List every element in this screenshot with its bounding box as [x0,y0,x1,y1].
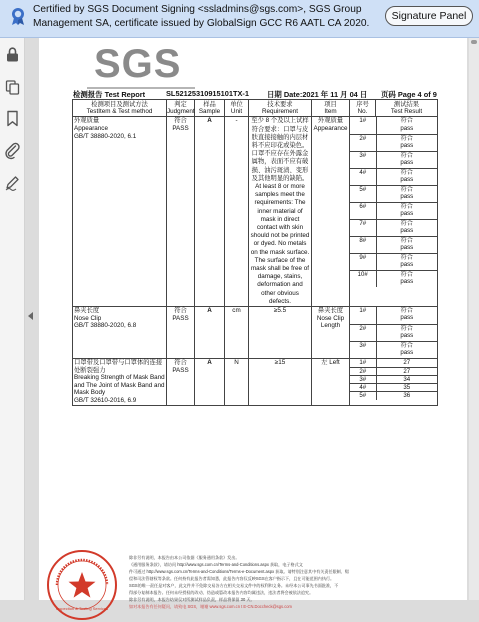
sample-cell: A [195,359,225,406]
results-cell [350,359,438,406]
col-header-test-result: 测试结果 Test Result [376,100,438,117]
requirement-cell: ≥15 [249,359,312,406]
results-cell [350,117,438,307]
footnote-line: 得部分复制本报告。任何未经授权的改动、伪造或篡改本报告内容均属违法，违法者将会被依法追究。 [129,590,314,595]
col-header-sample: 样品 Sample [195,100,225,117]
left-toolbar [0,38,25,600]
copy-pages-icon[interactable] [4,79,21,96]
lock-icon[interactable] [4,46,21,63]
footnote-line: SGS的唯一责任是对客户，此文件并不免除交易各方在相关交易文件中的权利和义务。未经本公司事先书面批准，不 [129,583,339,588]
result-row: 4# 35 [350,383,437,391]
judgment-cell: 符合 PASS [167,359,195,406]
test-item-cell: 口罩带及口罩带与口罩体的连接处断裂强力 Breaking Strength of Mask Band and The Joint of Mask Band and Mask Body GB/T 32610-2016, 6.9 [74,359,165,405]
item-cell: 鼻夹长度 Nose Clip Length [312,307,350,359]
unit-cell: - [225,117,249,307]
footnote-line: 件可通过 http://www.sgs.com.cn/Terms-and-Conditions/Terms-e-Document.aspx 获取。请特别注意其中有关责任限制、赔 [129,569,349,574]
result-row: 2# 符合 pass [350,324,437,341]
result-row: 8# 符合 pass [350,236,437,253]
footnote-line: 《通用服务条款》，请访问 http://www.sgs.com.cn/Terms-and-Conditions.aspx 获取，电子格式文 [129,562,303,567]
result-row: 3# 34 [350,375,437,383]
test-item-cell: 外观质量 Appearance GB/T 38880-2020, 6.1 [73,117,167,307]
result-row: 10# 符合 pass [350,270,437,287]
pdf-page [39,38,467,611]
col-header-unit: 单位 Unit [225,100,249,117]
banner-line-2: Management SA, certificate issued by GlobalSign GCC R6 AATL CA 2020. [33,18,370,29]
col-header-no: 序号 No. [350,100,376,117]
sgs-logo: SGS [94,42,182,86]
col-header-judgment: 判定 Judgment [167,101,195,116]
footnote-line: 偿和司法管辖权等条款。任何持有此报告者需知悉，此报告内容仅反映SGS在客户指示下，且在可能范围内执行。 [129,576,335,581]
bookmark-icon[interactable] [4,110,21,127]
inspection-seal-stamp [45,548,119,622]
signature-pen-icon[interactable] [4,174,21,191]
item-cell: 左 Left [312,359,350,406]
table-row [73,117,438,307]
judgment-cell: 符合 PASS [167,307,195,359]
result-row: 7# 符合 pass [350,219,437,236]
table-row [73,307,438,359]
result-row: 6# 符合 pass [350,202,437,219]
footnote-line: 除非另有说明，本报告结果仅对所测试样品负责，样品将保留 30 天。 [129,597,255,602]
table-row [73,359,438,406]
results-cell [350,307,438,359]
result-row: 5# 符合 pass [350,185,437,202]
test-report-label: 检测报告 Test Report [73,90,146,99]
result-row: 3# 符合 pass [350,341,437,358]
requirement-cell: 至少 8 个及以上试样符合要求：口罩与皮肤直接接触的内层材料不应印花或染色。口罩不应存在外露金属物，表面不应有破损、油污斑渍、变形及其他明显的缺陷。 At least 8 or more samples meet the requirements: The inner material of mask in direct contact with skin should not be printed or dyed. No metals on the mask surface. The surface of the mask shall be free of damage, stains, deformation and other obvious defects. [249,117,312,307]
sample-cell: A [195,117,225,307]
table-header-row [73,100,438,117]
banner-line-1: Certified by SGS Document Signing <ssladmins@sgs.com>, SGS Group [33,4,362,15]
requirement-cell: ≥5.5 [249,307,312,359]
report-date: 日期 Date:2021 年 11 月 04 日 [267,90,368,99]
result-row: 9# 符合 pass [350,253,437,270]
test-item-cell: 鼻夹长度 Nose Clip GB/T 38880-2020, 6.8 [73,307,167,359]
judgment-cell: 符合 PASS [167,117,195,307]
test-results-table [72,99,438,406]
seal-text: Inspection & Testing Services [55,606,109,611]
footnote-line: 除非另有说明，本报告由本公司依据《服务通用条款》发出。 [129,555,240,560]
result-row: 1# 27 [350,359,437,367]
col-header-test-item: 检测项目及测试方法 TestItem & Test method [73,100,167,117]
result-row: 1# 符合 pass [350,307,437,324]
certified-ribbon-icon [8,6,28,26]
results-subtable [350,117,437,287]
scrollbar-thumb[interactable] [471,40,477,44]
result-row: 3# 符合 pass [350,151,437,168]
vertical-scrollbar[interactable] [469,38,479,600]
col-header-requirement: 技术要求 Requirement [249,100,312,117]
sample-cell: A [195,307,225,359]
result-row: 4# 符合 pass [350,168,437,185]
result-row: 5# 36 [350,392,437,400]
unit-cell: cm [225,307,249,359]
result-row: 1# 符合 pass [350,117,437,134]
attachment-icon[interactable] [4,142,21,159]
signature-certification-text [33,3,373,31]
result-row: 2# 27 [350,367,437,375]
signature-panel-button[interactable]: Signature Panel [385,6,473,26]
col-header-item: 项目 Item [312,100,350,117]
results-subtable [350,307,437,358]
unit-cell: N [225,359,249,406]
item-cell: 外观质量 Appearance [312,117,350,307]
report-number: SL52125310915101TX-1 [166,89,250,98]
footnote-line: 如对本报告有任何疑问，请致电 SGS，谢谢 www.sgs.com.cn t E-CN.Doccheck@sgs.com [129,604,292,609]
page-indicator: 页码 Page 4 of 9 [381,90,437,99]
collapse-sidebar-icon[interactable] [27,311,35,321]
result-row: 2# 符合 pass [350,134,437,151]
results-subtable [350,359,437,400]
signature-banner [0,0,479,38]
